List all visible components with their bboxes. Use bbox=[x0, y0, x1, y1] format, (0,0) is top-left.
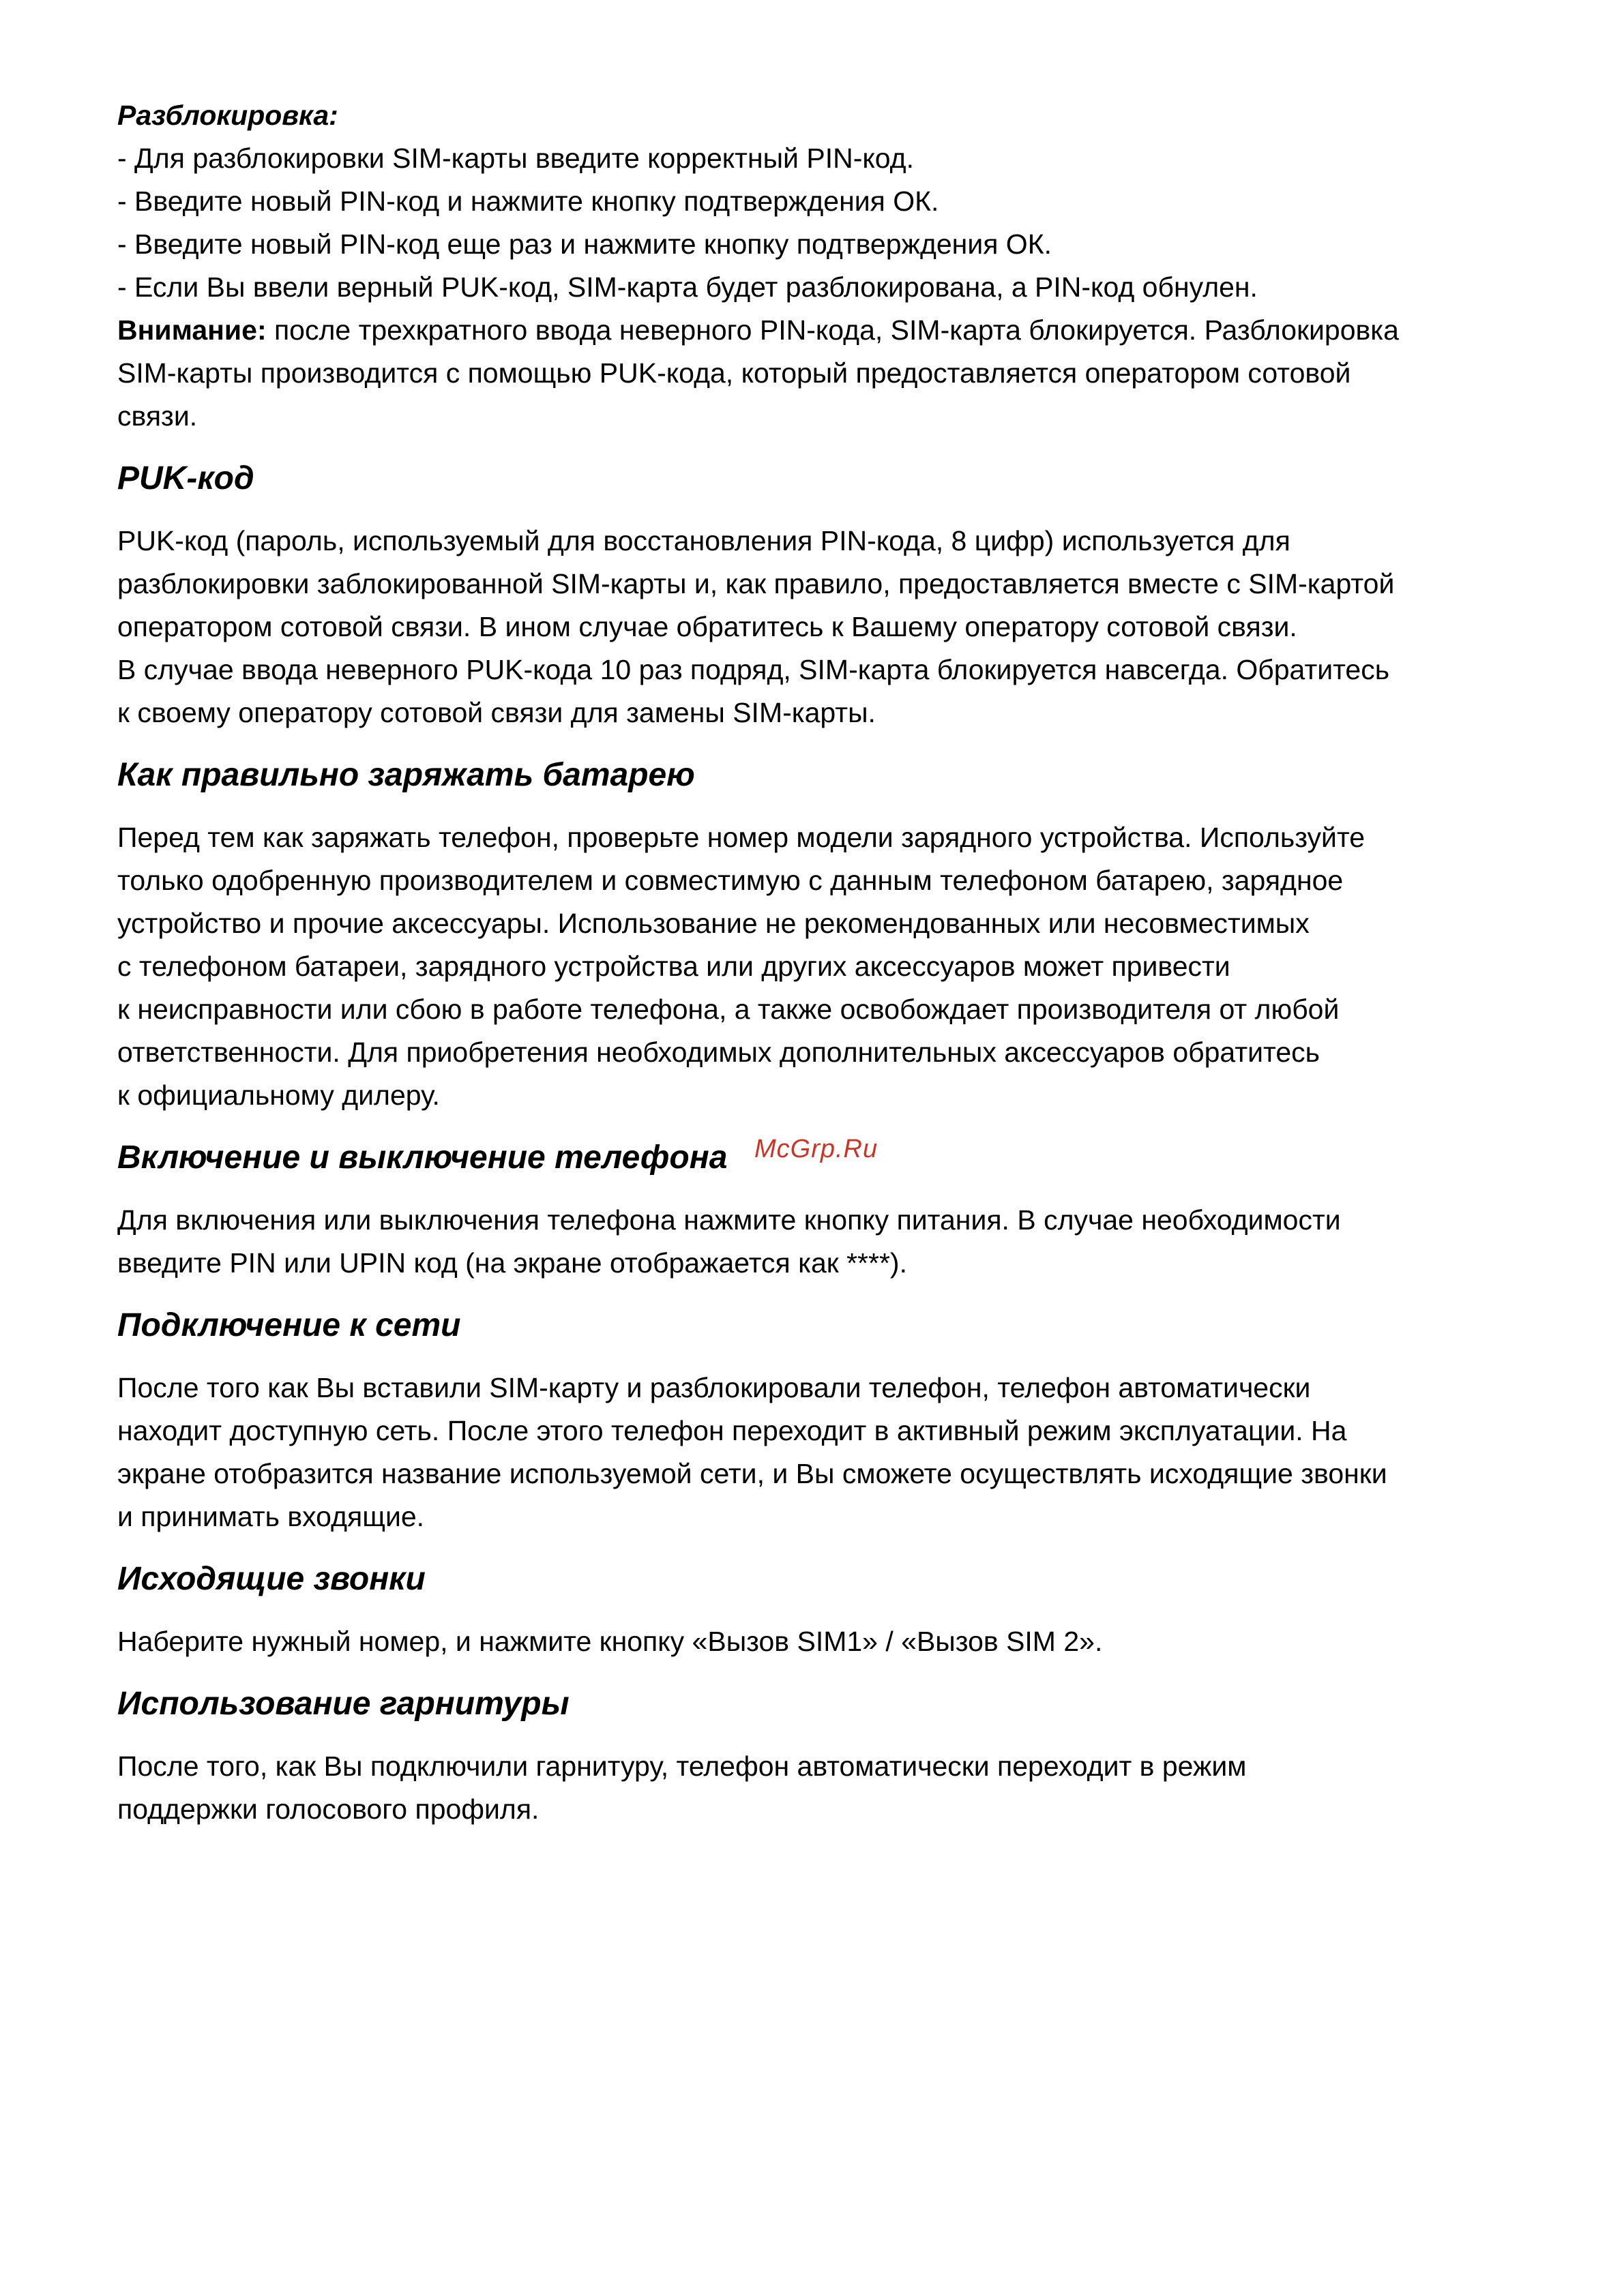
headset-heading: Использование гарнитуры bbox=[117, 1686, 570, 1722]
battery-section bbox=[117, 755, 1509, 1117]
unlock-line: - Введите новый PIN-код и нажмите кнопку подтверждения ОК. bbox=[117, 185, 939, 217]
puk-heading: PUK-код bbox=[117, 460, 254, 496]
power-line: введите PIN или UPIN код (на экране отображается как ****). bbox=[117, 1247, 907, 1279]
network-line: находит доступную сеть. После этого телефон переходит в активный режим эксплуатации. На bbox=[117, 1415, 1347, 1446]
power-line: Для включения или выключения телефона нажмите кнопку питания. В случае необходимости bbox=[117, 1204, 1341, 1236]
network-heading: Подключение к сети bbox=[117, 1307, 461, 1343]
warning-text: после трехкратного ввода неверного PIN-кода, SIM-карта блокируется. Разблокировка bbox=[266, 314, 1399, 346]
outgoing-section bbox=[117, 1559, 1509, 1663]
puk-line: к своему оператору сотовой связи для замены SIM-карты. bbox=[117, 697, 876, 728]
network-line: После того как Вы вставили SIM-карту и разблокировали телефон, телефон автоматически bbox=[117, 1372, 1311, 1403]
battery-line: устройство и прочие аксессуары. Использование не рекомендованных или несовместимых bbox=[117, 908, 1310, 939]
warning-label: Внимание: bbox=[117, 314, 267, 346]
battery-line: к официальному дилеру. bbox=[117, 1079, 440, 1111]
puk-section bbox=[117, 458, 1509, 734]
puk-line: разблокировки заблокированной SIM-карты и, как правило, предоставляется вместе с SIM-картой bbox=[117, 568, 1395, 599]
outgoing-line: Наберите нужный номер, и нажмите кнопку «Вызов SIM1» / «Вызов SIM 2». bbox=[117, 1626, 1103, 1657]
headset-line: После того, как Вы подключили гарнитуру, телефон автоматически переходит в режим bbox=[117, 1750, 1247, 1782]
battery-line: только одобренную производителем и совместимую с данным телефоном батарею, зарядное bbox=[117, 865, 1344, 896]
puk-line: PUK-код (пароль, используемый для восстановления PIN-кода, 8 цифр) используется для bbox=[117, 525, 1290, 556]
network-line: экране отобразится название используемой сети, и Вы сможете осуществлять исходящие звонки bbox=[117, 1458, 1387, 1489]
unlock-heading: Разблокировка: bbox=[117, 100, 338, 131]
unlock-section bbox=[117, 94, 1509, 438]
watermark-text: McGrp.Ru bbox=[754, 1135, 879, 1163]
unlock-line: - Для разблокировки SIM-карты введите корректный PIN-код. bbox=[117, 143, 914, 174]
outgoing-heading: Исходящие звонки bbox=[117, 1561, 426, 1597]
network-section bbox=[117, 1305, 1509, 1538]
puk-line: В случае ввода неверного PUK-кода 10 раз подряд, SIM-карта блокируется навсегда. Обратитесь bbox=[117, 654, 1390, 685]
battery-line: Перед тем как заряжать телефон, проверьте номер модели зарядного устройства. Используйте bbox=[117, 822, 1365, 853]
unlock-line: - Введите новый PIN-код еще раз и нажмите кнопку подтверждения ОК. bbox=[117, 228, 1052, 260]
network-line: и принимать входящие. bbox=[117, 1501, 425, 1532]
warning-line bbox=[117, 309, 1509, 352]
battery-heading: Как правильно заряжать батарею bbox=[117, 757, 695, 793]
document-page bbox=[117, 94, 1509, 1831]
warning-line: связи. bbox=[117, 400, 198, 432]
battery-line: к неисправности или сбою в работе телефона, а также освобождает производителя от любой bbox=[117, 994, 1340, 1025]
warning-line: SIM-карты производится с помощью PUK-кода, который предоставляется оператором сотовой bbox=[117, 357, 1351, 389]
battery-line: ответственности. Для приобретения необходимых дополнительных аксессуаров обратитесь bbox=[117, 1037, 1320, 1068]
power-heading: Включение и выключение телефона bbox=[117, 1139, 728, 1176]
unlock-line: - Если Вы ввели верный PUK-код, SIM-карта будет разблокирована, а PIN-код обнулен. bbox=[117, 271, 1258, 303]
headset-line: поддержки голосового профиля. bbox=[117, 1793, 540, 1825]
headset-section bbox=[117, 1684, 1509, 1831]
battery-line: с телефоном батареи, зарядного устройства или других аксессуаров может привести bbox=[117, 951, 1230, 982]
puk-line: оператором сотовой связи. В ином случае обратитесь к Вашему оператору сотовой связи. bbox=[117, 611, 1297, 642]
